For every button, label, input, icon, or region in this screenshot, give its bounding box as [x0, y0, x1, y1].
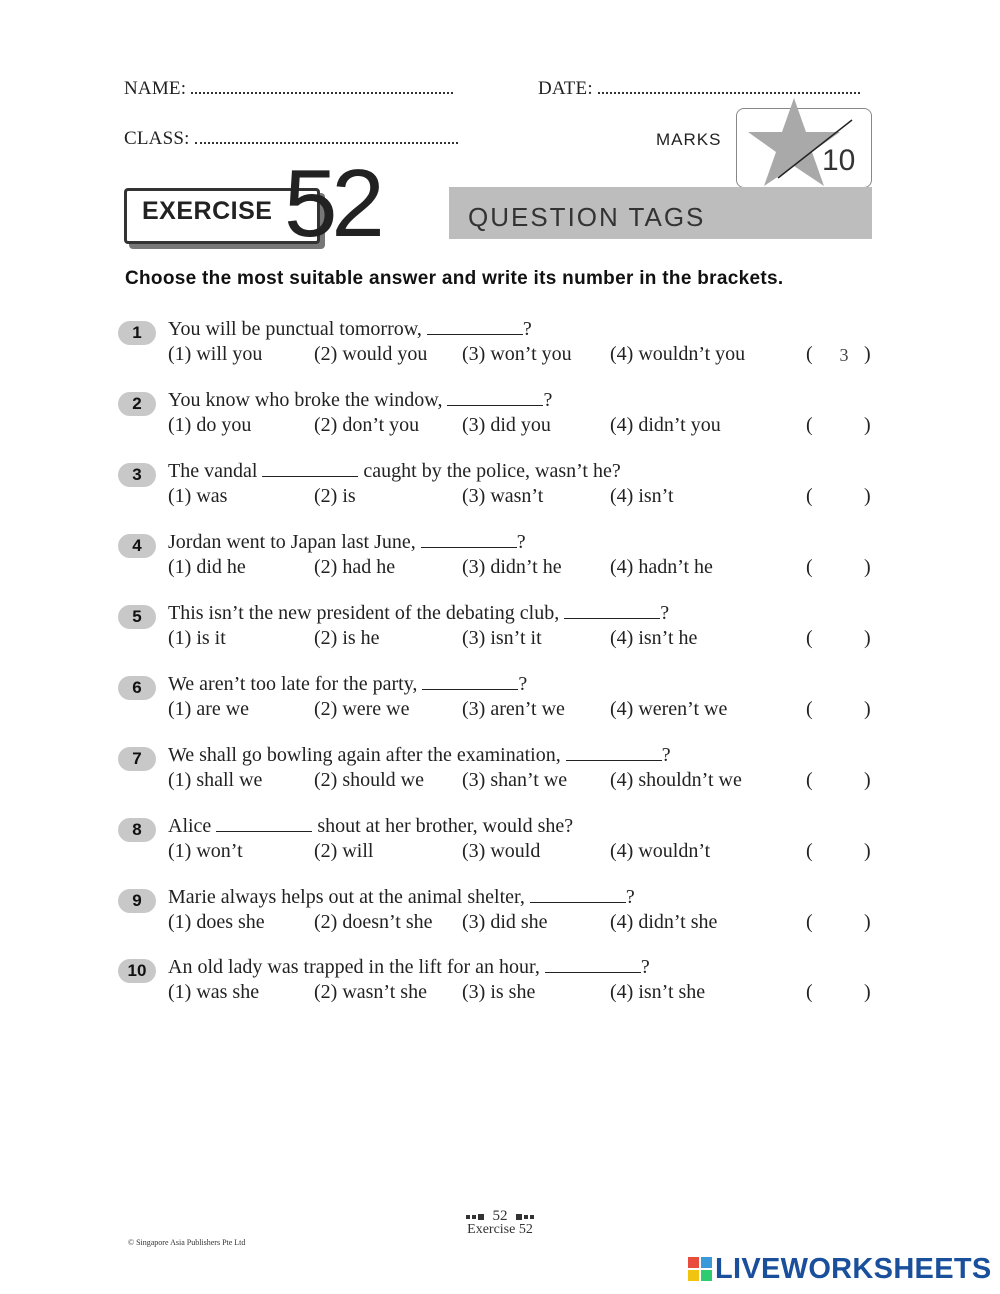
- answer-blank[interactable]: [422, 674, 518, 690]
- exercise-label: EXERCISE: [142, 197, 273, 225]
- name-field[interactable]: [124, 78, 453, 100]
- question-number: 7: [118, 747, 156, 771]
- bracket-open: (: [806, 627, 813, 649]
- bracket-open: (: [806, 343, 813, 365]
- question-number: 2: [118, 392, 156, 416]
- bracket-open: (: [806, 840, 813, 862]
- bracket-close: ): [864, 343, 871, 365]
- option-4: (4) weren’t we: [610, 698, 728, 720]
- answer-blank[interactable]: [216, 816, 312, 832]
- question-text: This isn’t the new president of the debating club, ?: [168, 602, 670, 624]
- question-text: You know who broke the window, ?: [168, 389, 553, 411]
- option-2: (2) would you: [314, 343, 428, 365]
- answer-blank[interactable]: [427, 319, 523, 335]
- option-2: (2) is: [314, 485, 356, 507]
- question-4: [118, 531, 878, 591]
- question-text: We aren’t too late for the party, ?: [168, 673, 528, 695]
- bracket-close: ): [864, 556, 871, 578]
- option-2: (2) had he: [314, 556, 396, 578]
- answer-blank[interactable]: [421, 532, 517, 548]
- brand-text: LIVEWORKSHEETS: [715, 1253, 992, 1285]
- option-1: (1) was: [168, 485, 228, 507]
- option-2: (2) wasn’t she: [314, 981, 427, 1003]
- answer-input[interactable]: 3: [839, 345, 849, 365]
- option-2: (2) were we: [314, 698, 410, 720]
- marks-total: 10: [822, 144, 856, 177]
- option-4: (4) wouldn’t: [610, 840, 711, 862]
- option-4: (4) didn’t you: [610, 414, 721, 436]
- option-3: (3) aren’t we: [462, 698, 565, 720]
- option-3: (3) would: [462, 840, 541, 862]
- bracket-open: (: [806, 981, 813, 1003]
- question-6: [118, 673, 878, 733]
- answer-blank[interactable]: [530, 887, 626, 903]
- answer-blank[interactable]: [447, 390, 543, 406]
- question-text: Alice shout at her brother, would she?: [168, 815, 574, 837]
- question-text: Marie always helps out at the animal shelter, ?: [168, 886, 635, 908]
- answer-blank[interactable]: [545, 957, 641, 973]
- option-1: (1) do you: [168, 414, 252, 436]
- option-4: (4) didn’t she: [610, 911, 718, 933]
- option-4: (4) hadn’t he: [610, 556, 713, 578]
- bracket-open: (: [806, 556, 813, 578]
- option-4: (4) isn’t she: [610, 981, 706, 1003]
- class-line[interactable]: [195, 128, 458, 144]
- question-text: You will be punctual tomorrow, ?: [168, 318, 532, 340]
- option-4: (4) shouldn’t we: [610, 769, 742, 791]
- footer-exercise-label: Exercise 52: [467, 1222, 533, 1237]
- answer-blank[interactable]: [564, 603, 660, 619]
- option-1: (1) won’t: [168, 840, 243, 862]
- option-3: (3) didn’t he: [462, 556, 562, 578]
- question-number: 9: [118, 889, 156, 913]
- liveworksheets-logo-icon: [688, 1257, 712, 1281]
- option-3: (3) did she: [462, 911, 548, 933]
- question-9: [118, 886, 878, 946]
- option-2: (2) is he: [314, 627, 380, 649]
- option-3: (3) shan’t we: [462, 769, 568, 791]
- question-number: 1: [118, 321, 156, 345]
- answer-blank[interactable]: [262, 461, 358, 477]
- question-text: We shall go bowling again after the examination, ?: [168, 744, 671, 766]
- option-3: (3) wasn’t: [462, 485, 544, 507]
- question-2: [118, 389, 878, 449]
- question-text: An old lady was trapped in the lift for an hour, ?: [168, 956, 650, 978]
- bracket-open: (: [806, 698, 813, 720]
- class-label: CLASS:: [124, 128, 190, 149]
- question-text: Jordan went to Japan last June, ?: [168, 531, 526, 553]
- instruction: Choose the most suitable answer and write its number in the brackets.: [125, 268, 784, 289]
- option-1: (1) will you: [168, 343, 263, 365]
- option-4: (4) wouldn’t you: [610, 343, 746, 365]
- bracket-open: (: [806, 911, 813, 933]
- option-2: (2) should we: [314, 769, 424, 791]
- option-2: (2) doesn’t she: [314, 911, 433, 933]
- question-number: 3: [118, 463, 156, 487]
- option-3: (3) did you: [462, 414, 551, 436]
- question-5: [118, 602, 878, 662]
- bracket-close: ): [864, 698, 871, 720]
- option-2: (2) will: [314, 840, 374, 862]
- page-number: 52: [492, 1208, 508, 1224]
- option-2: (2) don’t you: [314, 414, 420, 436]
- option-1: (1) did he: [168, 556, 246, 578]
- option-4: (4) isn’t: [610, 485, 674, 507]
- name-line[interactable]: [191, 78, 453, 94]
- answer-blank[interactable]: [566, 745, 662, 761]
- option-1: (1) does she: [168, 911, 265, 933]
- option-1: (1) was she: [168, 981, 260, 1003]
- topic-title: QUESTION TAGS: [468, 202, 706, 232]
- option-3: (3) won’t you: [462, 343, 572, 365]
- option-3: (3) isn’t it: [462, 627, 542, 649]
- option-1: (1) are we: [168, 698, 250, 720]
- liveworksheets-brand[interactable]: [688, 1253, 992, 1286]
- class-field[interactable]: [124, 128, 458, 150]
- bracket-close: ): [864, 769, 871, 791]
- bracket-close: ): [864, 981, 871, 1003]
- date-label: DATE:: [538, 78, 593, 99]
- question-number: 10: [118, 959, 156, 983]
- bracket-close: ): [864, 911, 871, 933]
- bracket-open: (: [806, 414, 813, 436]
- name-label: NAME:: [124, 78, 187, 99]
- question-number: 5: [118, 605, 156, 629]
- question-number: 6: [118, 676, 156, 700]
- bracket-close: ): [864, 627, 871, 649]
- question-1: [118, 318, 878, 378]
- bracket-close: ): [864, 840, 871, 862]
- question-number: 4: [118, 534, 156, 558]
- option-3: (3) is she: [462, 981, 536, 1003]
- copyright: © Singapore Asia Publishers Pte Ltd: [128, 1238, 246, 1247]
- question-10: [118, 956, 878, 1016]
- marks-label: MARKS: [656, 130, 722, 149]
- bracket-close: ): [864, 485, 871, 507]
- question-8: [118, 815, 878, 875]
- question-7: [118, 744, 878, 804]
- bracket-open: (: [806, 485, 813, 507]
- option-1: (1) shall we: [168, 769, 263, 791]
- option-4: (4) isn’t he: [610, 627, 698, 649]
- bracket-close: ): [864, 414, 871, 436]
- question-number: 8: [118, 818, 156, 842]
- exercise-number: 52: [284, 150, 379, 257]
- question-3: [118, 460, 878, 520]
- option-1: (1) is it: [168, 627, 226, 649]
- question-text: The vandal caught by the police, wasn’t he?: [168, 460, 621, 482]
- bracket-open: (: [806, 769, 813, 791]
